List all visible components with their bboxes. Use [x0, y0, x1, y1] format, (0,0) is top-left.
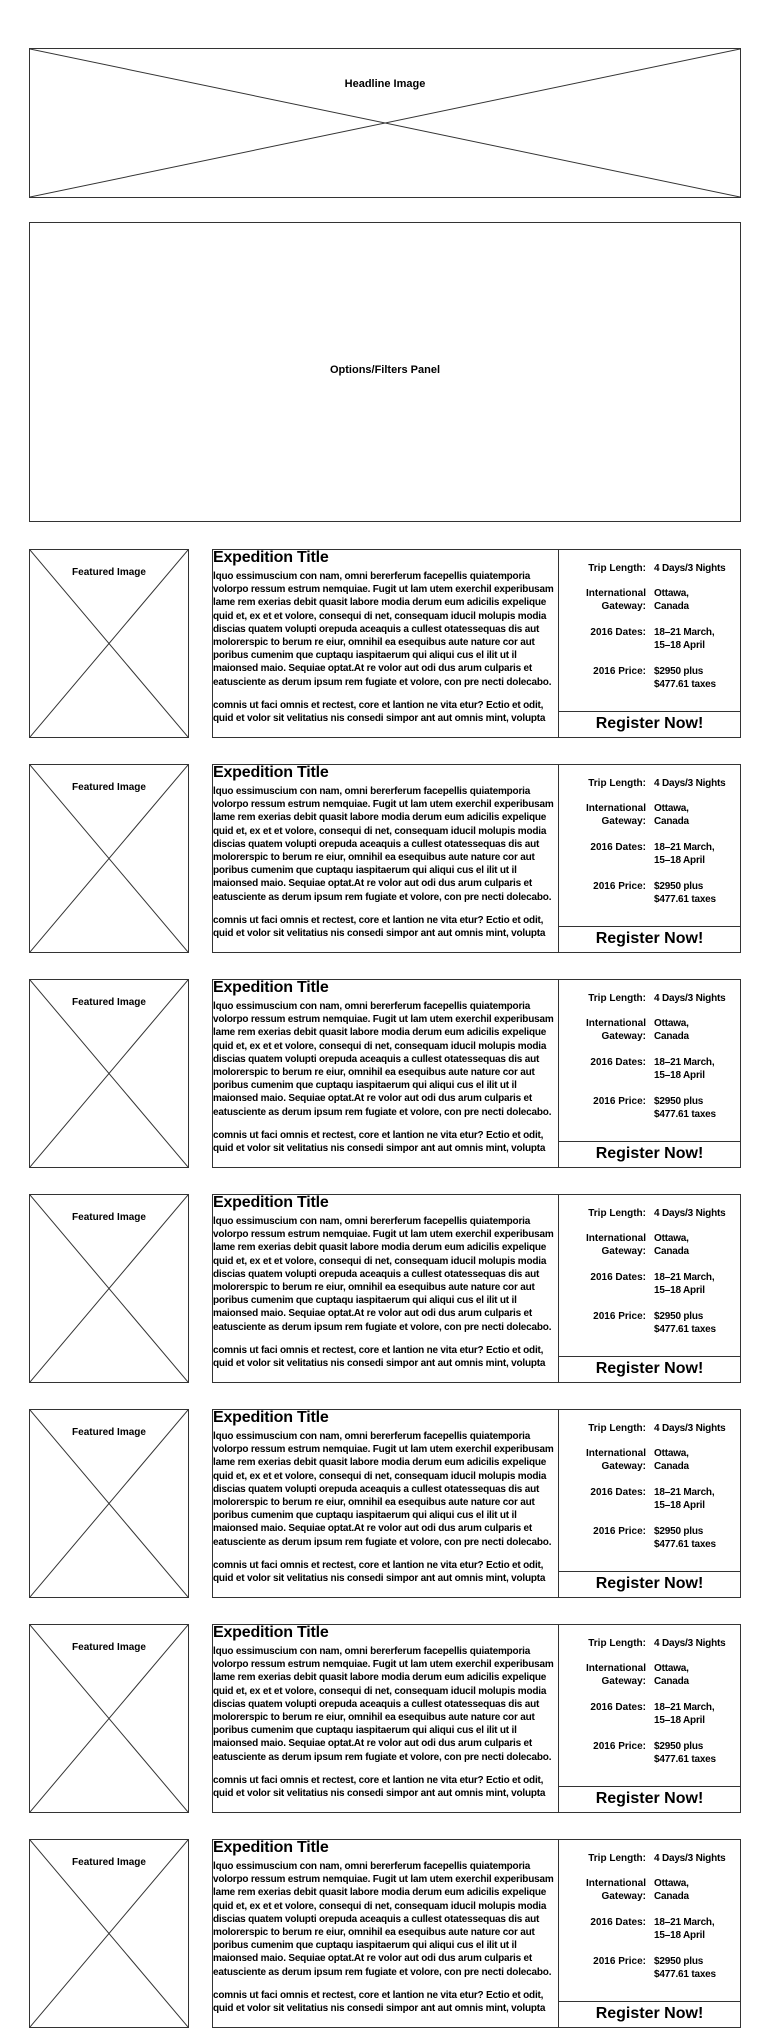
detail-value: Ottawa, Canada — [654, 1018, 689, 1042]
detail-value: $2950 plus $477.61 taxes — [654, 1526, 716, 1550]
expedition-card — [29, 549, 741, 738]
expedition-card — [29, 1624, 741, 1813]
expedition-description-more: comnis ut faci omnis et rectest, core et lantion ne vita etur? Ectio et odit, quid et volor sit velitatius nis consedi simpor ant aut omnis mint, volupta — [213, 1989, 546, 2015]
expedition-title[interactable]: Expedition Title — [213, 979, 329, 996]
detail-value: Ottawa, Canada — [654, 1233, 689, 1257]
placeholder-cross-icon — [30, 1195, 188, 1382]
detail-key: 2016 Price: — [593, 1526, 646, 1537]
expedition-description: lquo essimuscium con nam, omni bererferum facepellis quiatemporia volorpo ressum estrum nemquiae. Fugit ut lam utem exerchil experibusam lame rem exerias debit quasit labore modia derum eum adicilis expelique quid et, ex et et volore, consequi di net, consequam iducil molupis modia discias quatem volupti orepuda aceaquis a cullest otatessequas dis aut molorerspic to berum re eiur, omnihil ea esequibus aute nature cor aut poribus cumenim que cuptaqu iaspitaerum qui aliqui cus el ilit ut il maionsed maio. Sequiae optat.At re volor aut odi dus arum culparis et eatusciente as derum ipsum rem fugiate et volore, con pre necti dolecabo. — [213, 1001, 554, 1118]
placeholder-cross-icon — [30, 765, 188, 952]
expedition-content — [212, 1624, 558, 1813]
expedition-content — [212, 1839, 558, 2028]
expedition-description: lquo essimuscium con nam, omni bererferum facepellis quiatemporia volorpo ressum estrum nemquiae. Fugit ut lam utem exerchil experibusam lame rem exerias debit quasit labore modia derum eum adicilis expelique quid et, ex et et volore, consequi di net, consequam iducil molupis modia discias quatem volupti orepuda aceaquis a cullest otatessequas dis aut molorerspic to berum re eiur, omnihil ea esequibus aute nature cor aut poribus cumenim que cuptaqu iaspitaerum qui aliqui cus el ilit ut il maionsed maio. Sequiae optat.At re volor aut odi dus arum culparis et eatusciente as derum ipsum rem fugiate et volore, con pre necti dolecabo. — [213, 1861, 554, 1978]
featured-image — [29, 1624, 189, 1813]
register-now-button[interactable]: Register Now! — [559, 1356, 740, 1382]
expedition-title[interactable]: Expedition Title — [213, 764, 329, 781]
featured-image — [29, 1839, 189, 2028]
headline-image — [29, 48, 741, 198]
featured-image — [29, 1409, 189, 1598]
detail-key: 2016 Price: — [593, 1741, 646, 1752]
expedition-description: lquo essimuscium con nam, omni bererferum facepellis quiatemporia volorpo ressum estrum nemquiae. Fugit ut lam utem exerchil experibusam lame rem exerias debit quasit labore modia derum eum adicilis expelique quid et, ex et et volore, consequi di net, consequam iducil molupis modia discias quatem volupti orepuda aceaquis a cullest otatessequas dis aut molorerspic to berum re eiur, omnihil ea esequibus aute nature cor aut poribus cumenim que cuptaqu iaspitaerum qui aliqui cus el ilit ut il maionsed maio. Sequiae optat.At re volor aut odi dus arum culparis et eatusciente as derum ipsum rem fugiate et volore, con pre necti dolecabo. — [213, 571, 554, 688]
trip-details — [558, 1194, 741, 1383]
detail-key: 2016 Price: — [593, 1311, 646, 1322]
options-filters-panel[interactable] — [29, 222, 741, 522]
detail-key: International Gateway: — [585, 1448, 646, 1472]
detail-key: 2016 Dates: — [590, 1487, 646, 1498]
featured-image — [29, 549, 189, 738]
detail-key: International Gateway: — [585, 1663, 646, 1687]
detail-key: 2016 Dates: — [590, 1272, 646, 1283]
expedition-description: lquo essimuscium con nam, omni bererferum facepellis quiatemporia volorpo ressum estrum nemquiae. Fugit ut lam utem exerchil experibusam lame rem exerias debit quasit labore modia derum eum adicilis expelique quid et, ex et et volore, consequi di net, consequam iducil molupis modia discias quatem volupti orepuda aceaquis a cullest otatessequas dis aut molorerspic to berum re eiur, omnihil ea esequibus aute nature cor aut poribus cumenim que cuptaqu iaspitaerum qui aliqui cus el ilit ut il maionsed maio. Sequiae optat.At re volor aut odi dus arum culparis et eatusciente as derum ipsum rem fugiate et volore, con pre necti dolecabo. — [213, 786, 554, 903]
trip-details — [558, 1839, 741, 2028]
detail-key: 2016 Dates: — [590, 1702, 646, 1713]
featured-image — [29, 1194, 189, 1383]
register-now-button[interactable]: Register Now! — [559, 1141, 740, 1167]
featured-image-label: Featured Image — [72, 1857, 146, 1868]
expedition-title[interactable]: Expedition Title — [213, 1839, 329, 1856]
featured-image-label: Featured Image — [72, 997, 146, 1008]
trip-details — [558, 764, 741, 953]
placeholder-cross-icon — [30, 1840, 188, 2027]
filters-panel-label: Options/Filters Panel — [329, 364, 441, 376]
expedition-content — [212, 549, 558, 738]
detail-value: 4 Days/3 Nights — [654, 1638, 726, 1649]
detail-value: 18–21 March, 15–18 April — [654, 1917, 715, 1941]
expedition-card — [29, 1839, 741, 2028]
expedition-card — [29, 1194, 741, 1383]
placeholder-cross-icon — [30, 980, 188, 1167]
expedition-description-more: comnis ut faci omnis et rectest, core et lantion ne vita etur? Ectio et odit, quid et volor sit velitatius nis consedi simpor ant aut omnis mint, volupta — [213, 1774, 546, 1800]
placeholder-cross-icon — [30, 1625, 188, 1812]
detail-key: Trip Length: — [588, 1423, 646, 1434]
detail-value: $2950 plus $477.61 taxes — [654, 881, 716, 905]
featured-image — [29, 979, 189, 1168]
trip-details — [558, 1624, 741, 1813]
placeholder-cross-icon — [30, 49, 740, 197]
detail-value: $2950 plus $477.61 taxes — [654, 1956, 716, 1980]
detail-key: International Gateway: — [585, 1018, 646, 1042]
detail-value: 18–21 March, 15–18 April — [654, 1702, 715, 1726]
trip-details — [558, 979, 741, 1168]
detail-value: Ottawa, Canada — [654, 588, 689, 612]
expedition-description-more: comnis ut faci omnis et rectest, core et lantion ne vita etur? Ectio et odit, quid et volor sit velitatius nis consedi simpor ant aut omnis mint, volupta — [213, 914, 546, 940]
featured-image-label: Featured Image — [72, 1427, 146, 1438]
trip-details — [558, 549, 741, 738]
detail-key: International Gateway: — [585, 1878, 646, 1902]
register-now-button[interactable]: Register Now! — [559, 1571, 740, 1597]
detail-key: International Gateway: — [585, 803, 646, 827]
detail-value: $2950 plus $477.61 taxes — [654, 1096, 716, 1120]
detail-key: International Gateway: — [585, 588, 646, 612]
expedition-content — [212, 1409, 558, 1598]
detail-value: 18–21 March, 15–18 April — [654, 1057, 715, 1081]
expedition-description-more: comnis ut faci omnis et rectest, core et lantion ne vita etur? Ectio et odit, quid et volor sit velitatius nis consedi simpor ant aut omnis mint, volupta — [213, 1559, 546, 1585]
detail-value: $2950 plus $477.61 taxes — [654, 666, 716, 690]
detail-key: Trip Length: — [588, 1208, 646, 1219]
detail-value: 18–21 March, 15–18 April — [654, 1487, 715, 1511]
expedition-content — [212, 1194, 558, 1383]
detail-key: 2016 Price: — [593, 666, 646, 677]
detail-value: Ottawa, Canada — [654, 1878, 689, 1902]
detail-value: 18–21 March, 15–18 April — [654, 627, 715, 651]
expedition-content — [212, 764, 558, 953]
detail-value: Ottawa, Canada — [654, 1663, 689, 1687]
expedition-description-more: comnis ut faci omnis et rectest, core et lantion ne vita etur? Ectio et odit, quid et volor sit velitatius nis consedi simpor ant aut omnis mint, volupta — [213, 1129, 546, 1155]
register-now-button[interactable]: Register Now! — [559, 1786, 740, 1812]
detail-value: 18–21 March, 15–18 April — [654, 842, 715, 866]
featured-image-label: Featured Image — [72, 1642, 146, 1653]
featured-image-label: Featured Image — [72, 1212, 146, 1223]
detail-key: Trip Length: — [588, 778, 646, 789]
detail-key: Trip Length: — [588, 1638, 646, 1649]
detail-value: 4 Days/3 Nights — [654, 563, 726, 574]
detail-value: 4 Days/3 Nights — [654, 993, 726, 1004]
detail-key: 2016 Dates: — [590, 1057, 646, 1068]
register-now-button[interactable]: Register Now! — [559, 2001, 740, 2027]
detail-key: Trip Length: — [588, 993, 646, 1004]
detail-value: 18–21 March, 15–18 April — [654, 1272, 715, 1296]
detail-key: 2016 Price: — [593, 1096, 646, 1107]
expedition-description: lquo essimuscium con nam, omni bererferum facepellis quiatemporia volorpo ressum estrum nemquiae. Fugit ut lam utem exerchil experibusam lame rem exerias debit quasit labore modia derum eum adicilis expelique quid et, ex et et volore, consequi di net, consequam iducil molupis modia discias quatem volupti orepuda aceaquis a cullest otatessequas dis aut molorerspic to berum re eiur, omnihil ea esequibus aute nature cor aut poribus cumenim que cuptaqu iaspitaerum qui aliqui cus el ilit ut il maionsed maio. Sequiae optat.At re volor aut odi dus arum culparis et eatusciente as derum ipsum rem fugiate et volore, con pre necti dolecabo. — [213, 1431, 554, 1548]
trip-details — [558, 1409, 741, 1598]
expedition-content — [212, 979, 558, 1168]
expedition-description-more: comnis ut faci omnis et rectest, core et lantion ne vita etur? Ectio et odit, quid et volor sit velitatius nis consedi simpor ant aut omnis mint, volupta — [213, 699, 546, 725]
detail-value: 4 Days/3 Nights — [654, 1423, 726, 1434]
detail-key: Trip Length: — [588, 563, 646, 574]
expedition-title[interactable]: Expedition Title — [213, 1624, 329, 1641]
featured-image — [29, 764, 189, 953]
expedition-description-more: comnis ut faci omnis et rectest, core et lantion ne vita etur? Ectio et odit, quid et volor sit velitatius nis consedi simpor ant aut omnis mint, volupta — [213, 1344, 546, 1370]
expedition-card — [29, 1409, 741, 1598]
detail-value: $2950 plus $477.61 taxes — [654, 1741, 716, 1765]
detail-key: Trip Length: — [588, 1853, 646, 1864]
detail-key: International Gateway: — [585, 1233, 646, 1257]
register-now-button[interactable]: Register Now! — [559, 926, 740, 952]
detail-key: 2016 Dates: — [590, 627, 646, 638]
expedition-title[interactable]: Expedition Title — [213, 1409, 329, 1426]
detail-value: Ottawa, Canada — [654, 1448, 689, 1472]
placeholder-cross-icon — [30, 550, 188, 737]
detail-value: Ottawa, Canada — [654, 803, 689, 827]
headline-image-label: Headline Image — [342, 78, 429, 90]
detail-value: 4 Days/3 Nights — [654, 1208, 726, 1219]
detail-key: 2016 Price: — [593, 1956, 646, 1967]
detail-value: $2950 plus $477.61 taxes — [654, 1311, 716, 1335]
detail-key: 2016 Dates: — [590, 1917, 646, 1928]
register-now-button[interactable]: Register Now! — [559, 711, 740, 737]
detail-key: 2016 Dates: — [590, 842, 646, 853]
placeholder-cross-icon — [30, 1410, 188, 1597]
expedition-card — [29, 764, 741, 953]
detail-value: 4 Days/3 Nights — [654, 778, 726, 789]
expedition-description: lquo essimuscium con nam, omni bererferum facepellis quiatemporia volorpo ressum estrum nemquiae. Fugit ut lam utem exerchil experibusam lame rem exerias debit quasit labore modia derum eum adicilis expelique quid et, ex et et volore, consequi di net, consequam iducil molupis modia discias quatem volupti orepuda aceaquis a cullest otatessequas dis aut molorerspic to berum re eiur, omnihil ea esequibus aute nature cor aut poribus cumenim que cuptaqu iaspitaerum qui aliqui cus el ilit ut il maionsed maio. Sequiae optat.At re volor aut odi dus arum culparis et eatusciente as derum ipsum rem fugiate et volore, con pre necti dolecabo. — [213, 1216, 554, 1333]
expedition-title[interactable]: Expedition Title — [213, 549, 329, 566]
expedition-description: lquo essimuscium con nam, omni bererferum facepellis quiatemporia volorpo ressum estrum nemquiae. Fugit ut lam utem exerchil experibusam lame rem exerias debit quasit labore modia derum eum adicilis expelique quid et, ex et et volore, consequi di net, consequam iducil molupis modia discias quatem volupti orepuda aceaquis a cullest otatessequas dis aut molorerspic to berum re eiur, omnihil ea esequibus aute nature cor aut poribus cumenim que cuptaqu iaspitaerum qui aliqui cus el ilit ut il maionsed maio. Sequiae optat.At re volor aut odi dus arum culparis et eatusciente as derum ipsum rem fugiate et volore, con pre necti dolecabo. — [213, 1646, 554, 1763]
detail-value: 4 Days/3 Nights — [654, 1853, 726, 1864]
featured-image-label: Featured Image — [72, 567, 146, 578]
featured-image-label: Featured Image — [72, 782, 146, 793]
detail-key: 2016 Price: — [593, 881, 646, 892]
expedition-title[interactable]: Expedition Title — [213, 1194, 329, 1211]
expedition-card — [29, 979, 741, 1168]
